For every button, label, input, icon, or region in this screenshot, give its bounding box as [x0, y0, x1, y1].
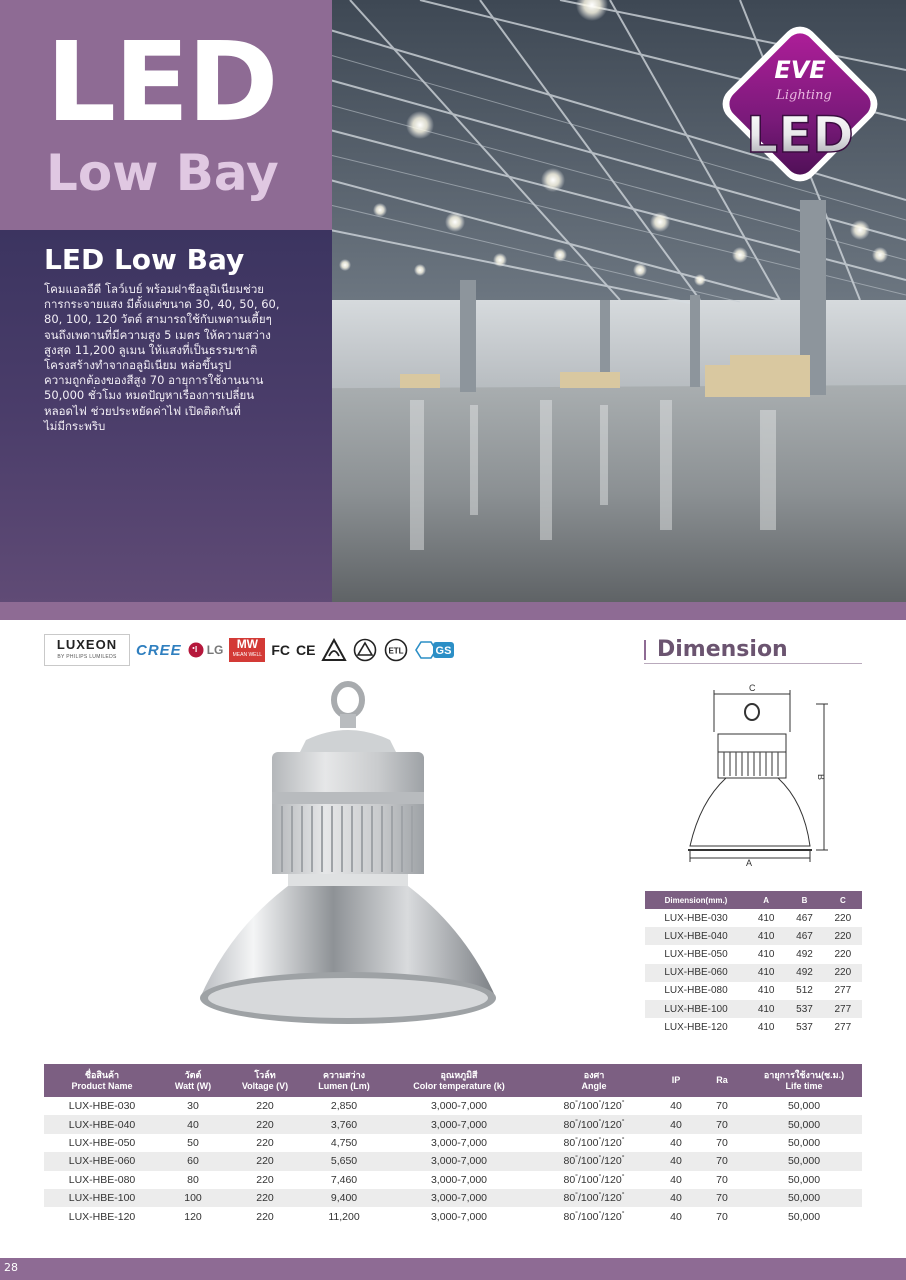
rcm-triangle-icon — [321, 638, 347, 662]
spec-value-cell: 220 — [226, 1115, 304, 1133]
spec-value-cell: 30 — [187, 1100, 199, 1113]
dimension-table-row — [645, 1000, 862, 1018]
spec-value-cell: 60 — [160, 1152, 226, 1170]
product-name-cell: LUX-HBE-080 — [68, 1173, 136, 1186]
spec-value-cell: 4,750 — [330, 1136, 358, 1149]
description-line: โคมแอลอีดี โลว์เบย์ พร้อมฝาชีอลูมิเนียมช่วย — [44, 282, 265, 296]
dimension-value-cell: 512 — [796, 985, 813, 997]
luxeon-logo — [44, 634, 130, 666]
degree-symbol: ° — [598, 1173, 602, 1181]
low-bay-lamp-image — [196, 680, 500, 1034]
dimension-value-cell: 277 — [834, 985, 852, 997]
spec-value-cell: 11,200 — [328, 1210, 360, 1223]
degree-symbol: ° — [575, 1100, 578, 1108]
page-number: 28 — [4, 1261, 18, 1274]
spec-value-cell: 5,650 — [304, 1152, 384, 1170]
dimension-value-cell: 220 — [834, 912, 852, 924]
product-name-cell: LUX-HBE-120 — [68, 1210, 136, 1223]
purple-divider-band — [0, 602, 906, 620]
spec-col-header-english: Voltage (V) — [241, 1080, 289, 1091]
dimension-value-cell: 277 — [824, 1000, 862, 1018]
spec-value-cell: 40 — [160, 1115, 226, 1133]
angle-value: 100 — [580, 1155, 599, 1168]
spec-value-cell: 50,000 — [746, 1115, 862, 1133]
dimension-heading — [644, 634, 862, 664]
spec-col-header-thai: อุณหภูมิสี — [440, 1069, 478, 1080]
spec-value-cell: 3,000-7,000 — [384, 1152, 534, 1170]
angle-value: 80 — [563, 1136, 576, 1149]
spec-value-cell: 100 — [160, 1189, 226, 1207]
product-name-cell: LUX-HBE-100 — [44, 1189, 160, 1207]
spec-col-header-thai: วัตต์ — [184, 1069, 202, 1080]
dimension-value-cell: 410 — [757, 912, 775, 924]
spec-col-header-english: Angle — [581, 1080, 607, 1091]
dimension-drawing — [680, 682, 830, 867]
dimension-value-cell: 537 — [785, 1000, 823, 1018]
dimension-table-row — [645, 964, 862, 982]
angle-value: 80 — [563, 1192, 576, 1205]
spec-value-cell: 220 — [226, 1189, 304, 1207]
description-line: ไม่มีกระพริบ — [44, 418, 106, 433]
angle-value: 100 — [580, 1210, 599, 1223]
angle-cell: 80°/100°/120° — [563, 1210, 625, 1223]
degree-symbol: ° — [575, 1192, 578, 1200]
dimension-table — [645, 891, 862, 1036]
spec-col-header-thai: อายุการใช้งาน(ช.ม.) — [763, 1069, 845, 1080]
spec-table-row — [44, 1189, 862, 1207]
degree-symbol: ° — [575, 1136, 578, 1144]
spec-value-cell: 50,000 — [787, 1136, 821, 1149]
angle-value: 120 — [604, 1136, 622, 1149]
gs-mark-text: GS — [436, 645, 452, 657]
spec-table-row — [44, 1207, 862, 1225]
dimension-col-header: Dimension(mm.) — [645, 891, 747, 909]
spec-col-header-thai: IP — [671, 1075, 681, 1085]
spec-value-cell: 220 — [256, 1210, 274, 1223]
angle-cell: 80°/100°/120° — [534, 1115, 654, 1133]
dimension-value-cell: 410 — [747, 1000, 785, 1018]
spec-value-cell: 80 — [187, 1173, 199, 1186]
degree-symbol: ° — [621, 1118, 625, 1126]
lg-emblem-icon — [188, 642, 204, 658]
angle-value: 120 — [604, 1173, 622, 1186]
degree-symbol: ° — [598, 1136, 602, 1144]
etl-mark-text: ETL — [388, 646, 405, 656]
dimension-value-cell: 410 — [757, 948, 775, 960]
spec-value-cell: 3,000-7,000 — [430, 1100, 488, 1113]
dimension-col-header: B — [785, 891, 823, 909]
description-line: 80, 100, 120 วัตต์ สามารถใช้กับเพดานเตี้ยๆ — [44, 312, 272, 327]
gs-mark-icon — [415, 638, 455, 662]
spec-value-cell: 2,850 — [330, 1100, 358, 1113]
lg-logo — [188, 642, 224, 658]
spec-col-header-english: Watt (W) — [174, 1080, 212, 1091]
description-line: การกระจายแสง มีตั้งแต่ขนาด 30, 40, 50, 60, — [44, 297, 280, 312]
spec-table-row — [44, 1115, 862, 1133]
spec-value-cell: 40 — [654, 1152, 698, 1170]
cree-logo: CREE — [136, 641, 182, 659]
dimension-table-row — [645, 982, 862, 1000]
dimension-value-cell: 537 — [796, 1021, 813, 1033]
product-name-cell: LUX-HBE-030 — [68, 1100, 136, 1113]
degree-symbol: ° — [575, 1118, 578, 1126]
dimension-value-cell: 220 — [834, 948, 852, 960]
dimension-label-c: C — [749, 683, 756, 693]
product-heading: LED Low Bay — [44, 243, 245, 276]
model-cell: LUX-HBE-040 — [645, 927, 747, 945]
degree-symbol: ° — [621, 1210, 625, 1218]
dimension-value-cell: 410 — [747, 964, 785, 982]
degree-symbol: ° — [575, 1155, 578, 1163]
degree-symbol: ° — [621, 1192, 625, 1200]
spec-col-header-thai: Ra — [716, 1075, 728, 1085]
luxeon-logo-text: LUXEON — [56, 637, 118, 652]
spec-value-cell: 3,760 — [304, 1115, 384, 1133]
dimension-value-cell: 410 — [757, 985, 775, 997]
dimension-value-cell: 410 — [747, 927, 785, 945]
degree-symbol: ° — [575, 1210, 578, 1218]
angle-cell: 80°/100°/120° — [534, 1189, 654, 1207]
spec-value-cell: 50,000 — [787, 1173, 821, 1186]
product-name-cell: LUX-HBE-050 — [68, 1136, 136, 1149]
spec-table-header — [44, 1064, 862, 1097]
dimension-value-cell: 492 — [796, 948, 813, 960]
angle-cell: 80°/100°/120° — [563, 1136, 625, 1149]
spec-value-cell: 70 — [698, 1152, 746, 1170]
model-cell: LUX-HBE-080 — [664, 985, 728, 997]
spec-table-body — [44, 1097, 862, 1226]
spec-value-cell: 3,000-7,000 — [384, 1189, 534, 1207]
degree-symbol: ° — [598, 1155, 602, 1163]
spec-col-header-english: Lumen (Lm) — [318, 1080, 370, 1091]
model-cell: LUX-HBE-050 — [664, 948, 728, 960]
spec-value-cell: 3,000-7,000 — [430, 1136, 488, 1149]
spec-value-cell: 70 — [716, 1173, 728, 1186]
degree-symbol: ° — [598, 1210, 602, 1218]
model-cell: LUX-HBE-120 — [664, 1021, 728, 1033]
spec-col-header — [534, 1064, 654, 1097]
lg-logo-text: LG — [206, 643, 224, 657]
product-description — [44, 282, 312, 434]
angle-value: 120 — [604, 1100, 622, 1113]
description-line: สูงสุด 11,200 ลูเมน ให้แสงที่เป็นธรรมชาติ — [44, 342, 258, 357]
angle-cell: 80°/100°/120° — [563, 1100, 625, 1113]
angle-value: 80 — [563, 1173, 576, 1186]
dimension-title: Dimension — [657, 637, 788, 662]
spec-value-cell: 70 — [716, 1100, 728, 1113]
product-name-cell: LUX-HBE-060 — [44, 1152, 160, 1170]
meanwell-logo — [229, 638, 265, 662]
dimension-table-row — [645, 1018, 862, 1036]
dimension-table-body — [645, 909, 862, 1036]
dimension-table-row — [645, 945, 862, 963]
dimension-value-cell: 467 — [785, 927, 823, 945]
spec-value-cell: 50 — [187, 1136, 199, 1149]
dimension-table-row — [645, 927, 862, 945]
degree-symbol: ° — [575, 1173, 578, 1181]
spec-col-header — [304, 1064, 384, 1097]
angle-cell: 80°/100°/120° — [534, 1152, 654, 1170]
dimension-value-cell: 410 — [757, 1021, 775, 1033]
spec-table-row — [44, 1134, 862, 1152]
spec-value-cell: 50,000 — [787, 1100, 821, 1113]
model-cell: LUX-HBE-060 — [645, 964, 747, 982]
angle-value: 80 — [563, 1210, 576, 1223]
spec-col-header-english: Color temperature (k) — [413, 1080, 505, 1091]
spec-value-cell: 3,000-7,000 — [384, 1115, 534, 1133]
angle-cell: 80°/100°/120° — [563, 1173, 625, 1186]
spec-col-header — [226, 1064, 304, 1097]
spec-value-cell: 40 — [670, 1210, 682, 1223]
spec-col-header — [160, 1064, 226, 1097]
spec-col-header-thai: ความสว่าง — [322, 1069, 366, 1080]
spec-value-cell: 220 — [226, 1152, 304, 1170]
dimension-label-b: B — [816, 774, 826, 781]
spec-table-row — [44, 1171, 862, 1189]
spec-value-cell: 7,460 — [330, 1173, 358, 1186]
spec-value-cell: 40 — [670, 1100, 682, 1113]
ce-mark: CE — [296, 642, 316, 658]
dimension-col-header: A — [747, 891, 785, 909]
page-subtitle: Low Bay — [46, 144, 279, 202]
meanwell-logo-text: MW — [236, 637, 259, 651]
spec-value-cell: 70 — [698, 1115, 746, 1133]
dimension-value-cell: 220 — [824, 927, 862, 945]
dimension-col-header: C — [824, 891, 862, 909]
dimension-table-row — [645, 909, 862, 927]
etl-mark — [383, 638, 409, 662]
spec-value-cell: 3,000-7,000 — [430, 1210, 488, 1223]
logo-eve-text: EVE — [774, 56, 826, 84]
meanwell-logo-subtext: MEAN WELL — [232, 652, 263, 658]
angle-value: 100 — [580, 1100, 599, 1113]
safety-mark-icon — [353, 638, 377, 662]
dimension-label-a: A — [746, 858, 753, 867]
spec-value-cell: 70 — [716, 1136, 728, 1149]
description-line: 50,000 ชั่วโมง หมดปัญหาเรื่องการเปลี่ยน — [44, 388, 255, 403]
angle-value: 120 — [604, 1192, 622, 1205]
spec-col-header-thai: องศา — [583, 1069, 605, 1080]
dimension-value-cell: 492 — [785, 964, 823, 982]
spec-value-cell: 120 — [184, 1210, 202, 1223]
logo-lighting-text: Lighting — [776, 88, 832, 103]
certification-logos — [44, 634, 484, 666]
spec-table-row — [44, 1152, 862, 1170]
degree-symbol: ° — [598, 1100, 602, 1108]
dimension-value-cell: 277 — [834, 1021, 852, 1033]
luxeon-logo-subtext: BY PHILIPS LUMILEDS — [57, 654, 117, 660]
product-name-cell: LUX-HBE-040 — [44, 1115, 160, 1133]
gs-mark — [415, 638, 455, 662]
spec-col-header-thai: โวล์ท — [254, 1069, 276, 1080]
spec-value-cell: 70 — [698, 1189, 746, 1207]
logo-led-text: LED — [746, 106, 854, 164]
angle-value: 80 — [563, 1118, 576, 1131]
description-line: หลอดไฟ ช่วยประหยัดค่าไฟ เปิดติดกันที่ — [44, 403, 241, 418]
spec-value-cell: 50,000 — [746, 1152, 862, 1170]
angle-value: 120 — [604, 1118, 622, 1131]
spec-col-header — [384, 1064, 534, 1097]
angle-value: 120 — [604, 1155, 622, 1168]
spec-col-header-thai: ชื่อสินค้า — [84, 1069, 120, 1080]
angle-value: 100 — [580, 1192, 599, 1205]
dimension-value-cell: 467 — [796, 912, 813, 924]
spec-col-header — [746, 1064, 862, 1097]
spec-col-header-english: Life time — [785, 1080, 823, 1091]
angle-value: 100 — [580, 1136, 599, 1149]
spec-value-cell: 50,000 — [746, 1189, 862, 1207]
spec-value-cell: 40 — [670, 1173, 682, 1186]
model-cell: LUX-HBE-100 — [645, 1000, 747, 1018]
spec-value-cell: 40 — [670, 1136, 682, 1149]
degree-symbol: ° — [621, 1155, 625, 1163]
spec-value-cell: 220 — [256, 1173, 274, 1186]
fcc-mark: FC — [271, 642, 291, 658]
description-line: ความถูกต้องของสีสูง 70 อายุการใช้งานนาน — [44, 373, 264, 388]
angle-value: 100 — [580, 1173, 599, 1186]
angle-value: 120 — [604, 1210, 622, 1223]
spec-col-header — [44, 1064, 160, 1097]
degree-symbol: ° — [598, 1118, 602, 1126]
degree-symbol: ° — [598, 1192, 602, 1200]
eve-lighting-led-logo — [708, 20, 892, 196]
specification-table — [44, 1064, 862, 1226]
spec-col-header — [654, 1064, 698, 1097]
spec-value-cell: 3,000-7,000 — [430, 1173, 488, 1186]
footer-band — [0, 1258, 906, 1280]
heading-accent-bar — [644, 640, 646, 660]
angle-value: 100 — [580, 1118, 599, 1131]
spec-col-header-english: Product Name — [71, 1080, 133, 1091]
spec-col-header — [698, 1064, 746, 1097]
degree-symbol: ° — [621, 1173, 625, 1181]
dimension-value-cell: 220 — [824, 964, 862, 982]
hero-section — [0, 0, 906, 602]
model-cell: LUX-HBE-030 — [664, 912, 728, 924]
page-title: LED — [46, 18, 277, 146]
spec-value-cell: 40 — [654, 1115, 698, 1133]
spec-table-row — [44, 1097, 862, 1115]
dimension-table-header — [645, 891, 862, 909]
spec-value-cell: 220 — [256, 1100, 274, 1113]
angle-value: 80 — [563, 1100, 576, 1113]
degree-symbol: ° — [621, 1136, 625, 1144]
spec-value-cell: 9,400 — [304, 1189, 384, 1207]
spec-value-cell: 40 — [654, 1189, 698, 1207]
description-line: โครงสร้างทำจากอลูมิเนียม หล่อขึ้นรูป — [44, 358, 232, 373]
etl-circle-icon — [383, 638, 409, 662]
spec-value-cell: 70 — [716, 1210, 728, 1223]
spec-value-cell: 220 — [256, 1136, 274, 1149]
description-line: จนถึงเพดานที่มีความสูง 5 เมตร ให้ความสว่าง — [44, 327, 271, 342]
angle-value: 80 — [563, 1155, 576, 1168]
degree-symbol: ° — [621, 1100, 625, 1108]
spec-value-cell: 50,000 — [787, 1210, 821, 1223]
